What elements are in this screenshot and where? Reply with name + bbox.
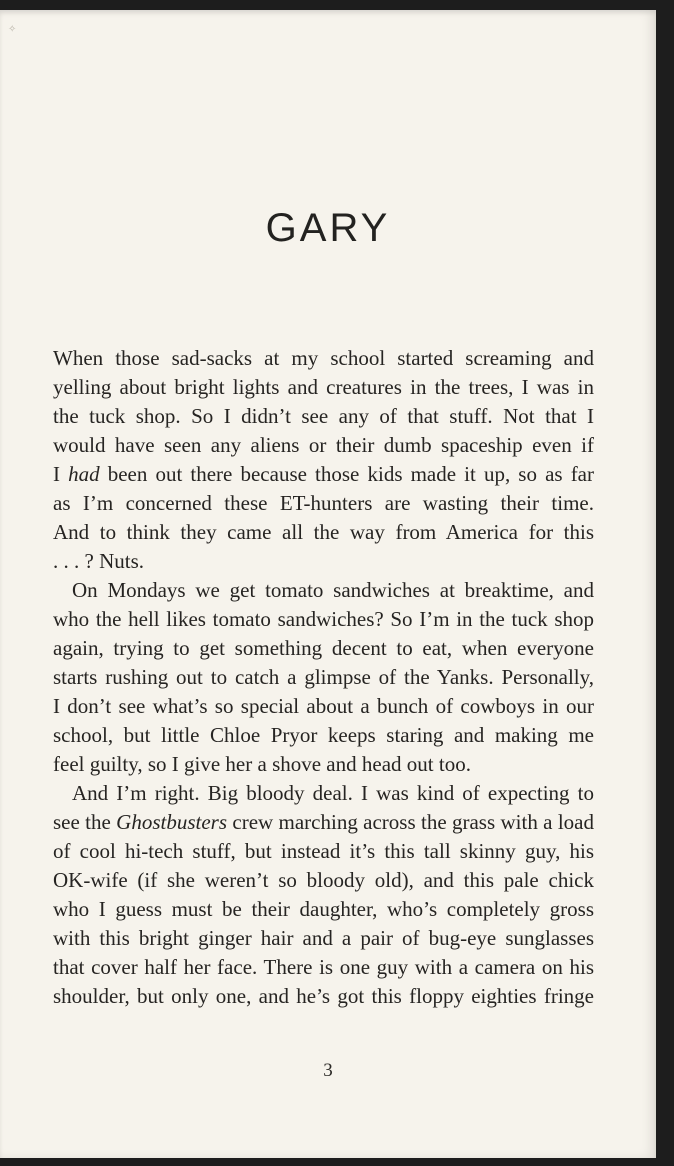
- text-line: On Mondays we get tomato sandwiches at breaktime, and: [72, 578, 594, 602]
- text-line: who I guess must be their daughter, who’s completely gross: [53, 897, 594, 921]
- paragraph-3: [53, 779, 594, 1011]
- text-line: feel guilty, so I give her a shove and head out too.: [53, 752, 471, 776]
- paragraph-2: [53, 576, 594, 779]
- text-line: of cool hi-tech stuff, but instead it’s this tall skinny guy, his: [53, 839, 594, 863]
- book-page: [0, 10, 656, 1158]
- text-line: When those sad-sacks at my school started screaming and: [53, 346, 594, 370]
- text-line: who the hell likes tomato sandwiches? So I’m in the tuck shop: [53, 607, 594, 631]
- corner-mark-icon: ✧: [8, 24, 17, 35]
- page-number: 3: [323, 1060, 333, 1081]
- text-line: And I’m right. Big bloody deal. I was kind of expecting to: [72, 781, 594, 805]
- text-line: I had been out there because those kids made it up, so as far: [53, 462, 594, 486]
- text-line: as I’m concerned these ET-hunters are wasting their time.: [53, 491, 594, 515]
- chapter-body: [53, 344, 594, 1011]
- text-line: starts rushing out to catch a glimpse of the Yanks. Personally,: [53, 665, 594, 689]
- text-line: OK-wife (if she weren’t so bloody old), and this pale chick: [53, 868, 594, 892]
- text-line: shoulder, but only one, and he’s got this floppy eighties fringe: [53, 984, 594, 1008]
- text-line: the tuck shop. So I didn’t see any of that stuff. Not that I: [53, 404, 594, 428]
- text-line: school, but little Chloe Pryor keeps staring and making me: [53, 723, 594, 747]
- text-line: that cover half her face. There is one guy with a camera on his: [53, 955, 594, 979]
- text-line: . . . ? Nuts.: [53, 549, 144, 573]
- chapter-title: GARY: [265, 206, 391, 250]
- paragraph-1: [53, 344, 594, 576]
- italic-word: had: [68, 462, 100, 486]
- text-line: yelling about bright lights and creatures in the trees, I was in: [53, 375, 594, 399]
- italic-word: Ghostbusters: [116, 810, 228, 834]
- text-line: see the Ghostbusters crew marching across the grass with a load: [53, 810, 594, 834]
- text-line: again, trying to get something decent to eat, when everyone: [53, 636, 594, 660]
- text-line: And to think they came all the way from America for this: [53, 520, 594, 544]
- text-line: would have seen any aliens or their dumb spaceship even if: [53, 433, 594, 457]
- text-line: with this bright ginger hair and a pair of bug-eye sunglasses: [53, 926, 594, 950]
- text-line: I don’t see what’s so special about a bunch of cowboys in our: [53, 694, 594, 718]
